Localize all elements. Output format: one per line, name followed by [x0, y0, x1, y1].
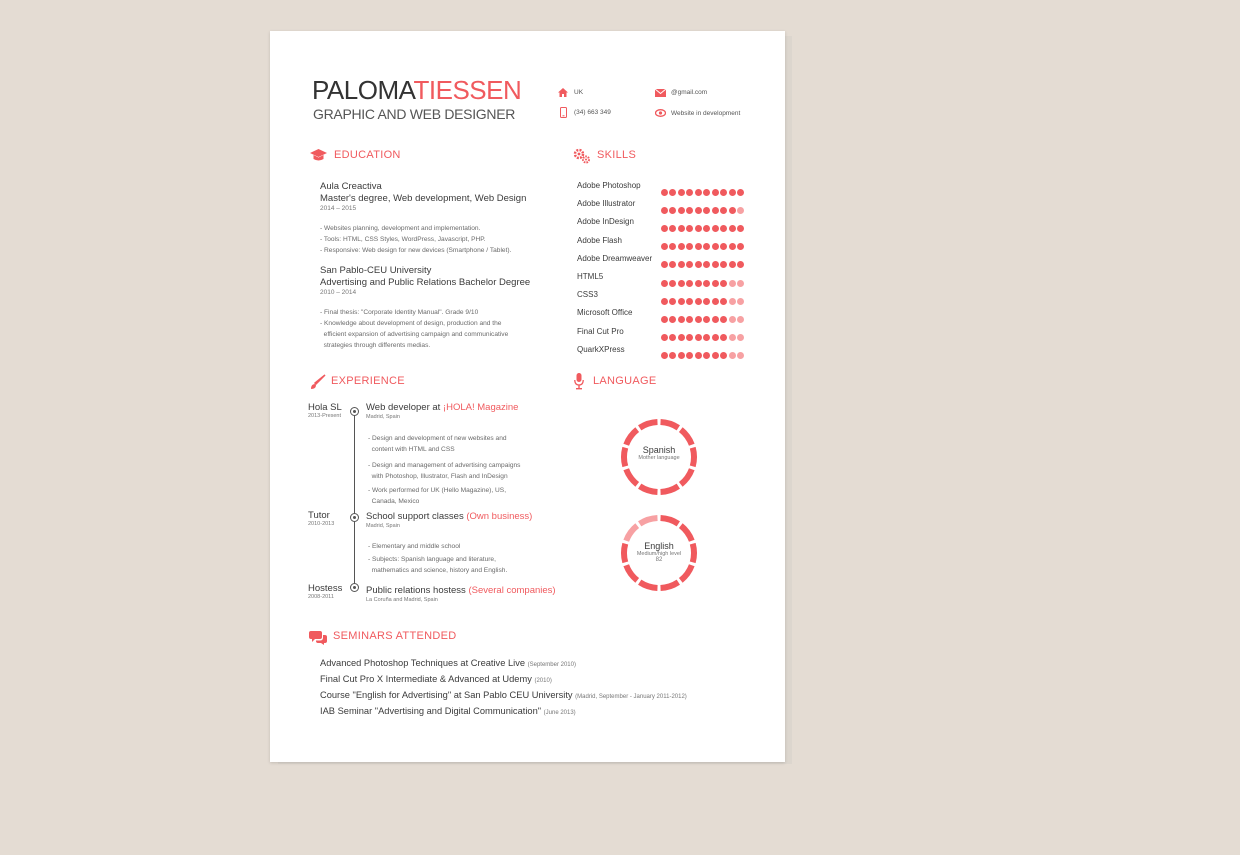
skill-dot	[712, 189, 719, 196]
skill-dot	[661, 261, 668, 268]
skill-dot	[678, 352, 685, 359]
skill-name: CSS3	[577, 290, 598, 300]
experience-heading: EXPERIENCE	[331, 375, 405, 387]
timeline-node	[350, 583, 359, 592]
language-ring-segment	[681, 469, 692, 484]
skill-dot	[720, 280, 727, 287]
skill-dot	[720, 207, 727, 214]
skill-name: Adobe InDesign	[577, 217, 634, 227]
experience-bullet: - Work performed for UK (Hello Magazine), US,	[368, 487, 507, 494]
skill-rating	[661, 237, 745, 255]
skill-dot	[661, 280, 668, 287]
skill-dot	[720, 261, 727, 268]
education-years-2: 2010 – 2014	[320, 289, 357, 296]
experience-highlight: ¡HOLA! Magazine	[442, 402, 519, 413]
speech-bubbles-icon	[309, 630, 327, 645]
skill-dot	[703, 261, 710, 268]
skill-dot	[729, 298, 736, 305]
experience-position-1	[366, 402, 518, 413]
timeline-line	[354, 411, 355, 587]
resume-page	[270, 31, 785, 762]
eye-icon	[655, 109, 666, 117]
skill-dot	[720, 334, 727, 341]
skill-dot	[669, 225, 676, 232]
skill-name: Final Cut Pro	[577, 326, 624, 336]
gears-icon	[573, 148, 591, 164]
skill-dot	[695, 316, 702, 323]
skill-dot	[669, 261, 676, 268]
timeline-node	[350, 407, 359, 416]
skill-dot	[678, 334, 685, 341]
education-bullet: strategies through differents medias.	[320, 342, 431, 349]
skill-dot	[703, 298, 710, 305]
skill-dot	[737, 261, 744, 268]
experience-bullet: - Subjects: Spanish language and literature,	[368, 556, 496, 563]
experience-bullet: - Design and development of new websites and	[368, 435, 507, 442]
language-label-spanish	[619, 445, 699, 461]
education-years-1: 2014 – 2015	[320, 205, 357, 212]
skill-dot	[686, 316, 693, 323]
experience-position-text: School support classes	[366, 511, 464, 522]
skill-rating	[661, 255, 745, 273]
skill-dot	[737, 243, 744, 250]
skill-dot	[678, 225, 685, 232]
seminar-item	[320, 674, 552, 684]
skill-dot	[669, 243, 676, 250]
experience-bullet: mathematics and science, history and English.	[368, 567, 508, 574]
skill-dot	[695, 243, 702, 250]
experience-org-1: Hola SL	[308, 402, 342, 413]
language-level: Mother language	[638, 455, 680, 461]
language-ring-segment	[626, 565, 637, 580]
skill-rating	[661, 219, 745, 237]
skill-dot	[686, 298, 693, 305]
seminar-note: (June 2013)	[543, 710, 576, 716]
graduation-cap-icon	[310, 149, 327, 162]
experience-position-3	[366, 585, 556, 596]
skill-name: Adobe Flash	[577, 235, 622, 245]
skill-dot	[720, 225, 727, 232]
education-bullet: efficient expansion of advertising campaign and communicative	[320, 331, 509, 338]
skill-dot	[720, 352, 727, 359]
skill-dot	[695, 225, 702, 232]
skill-dot	[695, 207, 702, 214]
experience-years-1: 2013-Present	[308, 413, 342, 419]
skill-name: Microsoft Office	[577, 308, 633, 318]
skill-dot	[729, 189, 736, 196]
seminar-text: IAB Seminar "Advertising and Digital Communication"	[320, 706, 542, 716]
education-school-2: San Pablo-CEU University	[320, 265, 432, 276]
experience-position-text: Web developer at	[366, 402, 441, 413]
skill-dot	[661, 316, 668, 323]
experience-bullet: - Elementary and middle school	[368, 543, 461, 550]
skill-dot	[686, 334, 693, 341]
language-ring-segment	[661, 582, 679, 588]
microphone-icon	[574, 373, 584, 390]
skill-dot	[737, 207, 744, 214]
seminar-note: (September 2010)	[527, 662, 576, 668]
skill-dot	[712, 298, 719, 305]
language-ring-segment	[661, 486, 679, 492]
language-name: English	[644, 541, 674, 551]
skill-dot	[703, 225, 710, 232]
skill-name: Adobe Illustrator	[577, 199, 636, 209]
language-level: Medium/high level	[636, 551, 682, 557]
experience-position-2	[366, 511, 532, 522]
experience-highlight: (Own business)	[466, 511, 533, 522]
seminars-heading: SEMINARS ATTENDED	[333, 630, 457, 642]
skill-dot	[661, 189, 668, 196]
skill-dot	[678, 243, 685, 250]
skill-dot	[695, 298, 702, 305]
skill-dot	[695, 280, 702, 287]
skill-dot	[712, 243, 719, 250]
skill-dot	[661, 334, 668, 341]
phone-text: (34) 663 349	[574, 109, 611, 116]
skill-dot	[695, 189, 702, 196]
skill-dot	[729, 261, 736, 268]
seminar-item	[320, 706, 576, 716]
skill-dot	[737, 189, 744, 196]
education-school-1: Aula Creactiva	[320, 181, 382, 192]
experience-years-3: 2008-2011	[308, 594, 334, 600]
language-ring-segment	[640, 422, 658, 428]
skills-heading: SKILLS	[597, 149, 637, 161]
skill-dot	[737, 298, 744, 305]
skill-dot	[678, 189, 685, 196]
seminar-note: (2010)	[534, 678, 552, 684]
experience-place-3: La Coruña and Madrid, Spain	[366, 597, 438, 603]
experience-bullet: content with HTML and CSS	[368, 446, 455, 453]
skill-dot	[678, 280, 685, 287]
experience-bullet: Canada, Mexico	[368, 498, 420, 505]
skill-dot	[686, 352, 693, 359]
skill-dot	[737, 352, 744, 359]
skill-rating	[661, 310, 745, 328]
education-bullet: - Websites planning, development and implementation.	[320, 225, 481, 232]
seminar-text: Final Cut Pro X Intermediate & Advanced at Udemy	[320, 674, 532, 684]
skill-dot	[712, 261, 719, 268]
language-ring-segment	[661, 422, 679, 428]
skill-dot	[669, 334, 676, 341]
language-ring-segment	[640, 486, 658, 492]
website-text[interactable]: Website in development	[671, 110, 741, 117]
skill-dot	[703, 189, 710, 196]
experience-position-text: Public relations hostess	[366, 585, 466, 596]
skill-dot	[669, 316, 676, 323]
skill-dot	[686, 261, 693, 268]
skill-dot	[720, 298, 727, 305]
skill-rating	[661, 328, 745, 346]
skill-dot	[703, 316, 710, 323]
skill-dot	[661, 225, 668, 232]
skill-dot	[703, 243, 710, 250]
skill-dot	[712, 280, 719, 287]
brush-icon	[310, 374, 326, 390]
language-ring-segment	[626, 526, 637, 541]
education-degree-2: Advertising and Public Relations Bachelor Degree	[320, 277, 531, 288]
skill-dot	[729, 316, 736, 323]
seminar-note: (Madrid, September - January 2011-2012)	[575, 694, 687, 700]
language-ring-segment	[681, 430, 692, 445]
skill-dot	[703, 207, 710, 214]
skill-dot	[661, 243, 668, 250]
experience-place-1: Madrid, Spain	[366, 414, 400, 420]
education-bullet: - Tools: HTML, CSS Styles, WordPress, Javascript, PHP.	[320, 236, 486, 243]
timeline-node	[350, 513, 359, 522]
education-heading: EDUCATION	[334, 149, 401, 161]
language-ring-segment	[640, 518, 658, 524]
skill-dot	[686, 243, 693, 250]
skill-dot	[695, 334, 702, 341]
education-bullet: - Responsive: Web design for new devices (Smartphone / Tablet).	[320, 247, 512, 254]
skill-dot	[669, 352, 676, 359]
email-text[interactable]: @gmail.com	[671, 89, 708, 96]
language-ring-segment	[626, 430, 637, 445]
skill-dot	[720, 243, 727, 250]
skill-dot	[712, 316, 719, 323]
skill-dot	[661, 352, 668, 359]
skill-dot	[729, 243, 736, 250]
skill-dot	[678, 261, 685, 268]
job-title: GRAPHIC AND WEB DESIGNER	[313, 106, 516, 122]
language-ring-segment	[626, 469, 637, 484]
skill-dot	[729, 352, 736, 359]
language-ring-segment	[681, 526, 692, 541]
skill-dot	[729, 334, 736, 341]
mail-icon	[655, 89, 666, 97]
skill-rating	[661, 183, 745, 201]
skill-dot	[661, 207, 668, 214]
language-ring-segment	[661, 518, 679, 524]
experience-org-3: Hostess	[308, 583, 343, 594]
skill-dot	[695, 352, 702, 359]
education-bullet: - Knowledge about development of design, production and the	[320, 320, 502, 327]
skill-dot	[737, 225, 744, 232]
skill-dot	[678, 298, 685, 305]
skill-dot	[712, 352, 719, 359]
experience-bullet: - Design and management of advertising campaigns	[368, 462, 521, 469]
location-text: UK	[574, 89, 584, 96]
home-icon	[558, 88, 568, 97]
experience-years-2: 2010-2013	[308, 521, 335, 527]
skill-dot	[712, 207, 719, 214]
skill-rating	[661, 274, 745, 292]
skill-dot	[661, 298, 668, 305]
skill-dot	[703, 352, 710, 359]
last-name: TIESSEN	[413, 75, 522, 105]
seminar-text: Advanced Photoshop Techniques at Creative Live	[320, 658, 526, 668]
seminar-item	[320, 690, 687, 700]
skill-dot	[678, 207, 685, 214]
language-ring-segment	[681, 565, 692, 580]
language-ring-segment	[640, 582, 658, 588]
skill-name: HTML5	[577, 272, 604, 281]
skill-dot	[720, 316, 727, 323]
seminar-text: Course "English for Advertising" at San Pablo CEU University	[320, 690, 573, 700]
skill-rating	[661, 201, 745, 219]
skill-name: Adobe Photoshop	[577, 181, 641, 190]
skill-dot	[703, 280, 710, 287]
skill-dot	[686, 207, 693, 214]
skill-rating	[661, 292, 745, 310]
experience-place-2: Madrid, Spain	[366, 523, 400, 529]
first-name: PALOMA	[312, 75, 414, 105]
skill-dot	[712, 225, 719, 232]
skill-dot	[737, 280, 744, 287]
skill-dot	[712, 334, 719, 341]
skill-dot	[686, 189, 693, 196]
skill-name: QuarkXPress	[577, 344, 625, 354]
language-label-english	[619, 541, 699, 563]
education-bullet: - Final thesis: "Corporate Identity Manual". Grade 9/10	[320, 309, 479, 316]
skill-dot	[669, 280, 676, 287]
skill-rating	[661, 346, 745, 364]
experience-org-2: Tutor	[308, 510, 330, 521]
skill-dot	[737, 334, 744, 341]
skill-dot	[686, 280, 693, 287]
skill-name: Adobe Dreamweaver	[577, 253, 653, 263]
education-degree-1: Master's degree, Web development, Web Design	[320, 193, 527, 204]
name-heading	[312, 76, 521, 104]
skill-dot	[737, 316, 744, 323]
skill-dot	[678, 316, 685, 323]
language-score: 82	[655, 557, 663, 563]
experience-highlight: (Several companies)	[468, 585, 556, 596]
language-heading: LANGUAGE	[593, 375, 657, 387]
skill-dot	[686, 225, 693, 232]
skill-dot	[729, 207, 736, 214]
skill-dot	[669, 189, 676, 196]
phone-icon	[560, 107, 567, 118]
skill-dot	[695, 261, 702, 268]
skill-dot	[729, 225, 736, 232]
skill-dot	[720, 189, 727, 196]
skill-dot	[729, 280, 736, 287]
skill-dot	[703, 334, 710, 341]
skill-dot	[669, 207, 676, 214]
skill-dot	[669, 298, 676, 305]
experience-bullet: with Photoshop, Illustrator, Flash and InDesign	[368, 473, 508, 480]
language-name: Spanish	[642, 445, 676, 455]
seminar-item	[320, 658, 576, 668]
